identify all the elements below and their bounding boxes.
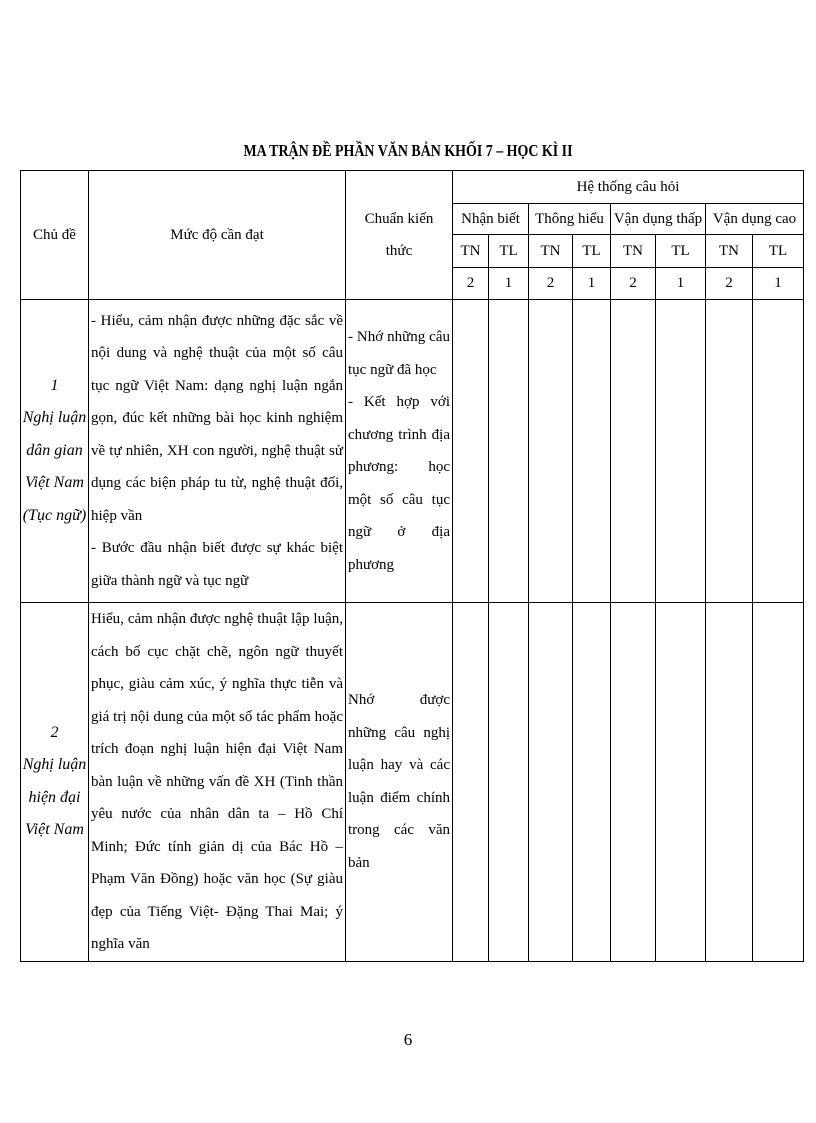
empty-cell	[453, 603, 489, 962]
topic-line: 2	[50, 723, 59, 741]
count-cell: 2	[453, 268, 489, 300]
empty-cell	[656, 603, 706, 962]
topic-line: (Tục ngữ)	[22, 506, 87, 524]
header-he-thong: Hệ thống câu hỏi	[453, 171, 804, 204]
header-chu-de: Chủ đề	[21, 171, 89, 300]
empty-cell	[529, 300, 573, 603]
muc-do-text-2: - Bước đầu nhận biết được sự khác biệt giữa thành ngữ và tục ngữ	[91, 540, 343, 589]
empty-cell	[611, 300, 656, 603]
topic-cell-1	[21, 300, 89, 603]
level-thong-hieu: Thông hiểu	[529, 204, 611, 235]
topic-line: Việt Nam	[25, 821, 84, 839]
level-van-dung-thap: Vận dụng thấp	[611, 204, 706, 235]
header-chuan-line-1: Chuẩn kiến	[364, 211, 434, 227]
header-chuan-kien-thuc	[346, 171, 453, 300]
empty-cell	[529, 603, 573, 962]
muc-do-text: - Hiểu, cảm nhận được những đặc sắc về nội dung và nghệ thuật của một số câu tục ngữ Việt Nam: dạng nghị luận ngắn gọn, đúc kết những bài học kinh nghiệm về tự nhiên, XH con người, nghệ thuật sử dụng các biện pháp tu từ, nghệ thuật đối, hiệp vần	[91, 312, 343, 524]
type-cell: TN	[529, 235, 573, 268]
empty-cell	[573, 300, 611, 603]
count-cell: 1	[489, 268, 529, 300]
topic-line: Nghị luận	[22, 756, 87, 774]
chuan-cell-1	[346, 300, 453, 603]
empty-cell	[656, 300, 706, 603]
empty-cell	[753, 603, 804, 962]
empty-cell	[573, 603, 611, 962]
type-cell: TN	[611, 235, 656, 268]
type-cell: TN	[453, 235, 489, 268]
header-muc-do: Mức độ cần đạt	[89, 171, 346, 300]
matrix-table	[20, 170, 804, 962]
empty-cell	[706, 603, 753, 962]
type-cell: TN	[706, 235, 753, 268]
count-cell: 2	[611, 268, 656, 300]
muc-do-cell-1	[89, 300, 346, 603]
muc-do-cell-2	[89, 603, 346, 962]
type-cell: TL	[573, 235, 611, 268]
empty-cell	[489, 603, 529, 962]
level-van-dung-cao: Vận dụng cao	[706, 204, 804, 235]
type-cell: TL	[753, 235, 804, 268]
page-number: 6	[403, 1030, 413, 1049]
muc-do-text: Hiểu, cảm nhận được nghệ thuật lập luận, cách bố cục chặt chẽ, ngôn ngữ thuyết phục, giàu cảm xúc, ý nghĩa thực tiễn và giá trị nội dung của một số tác phẩm hoặc trích đoạn nghị luận hiện đại Việt Nam bàn luận về những vấn đề XH (Tinh thần yêu nước của nhân dân ta – Hồ Chí Minh; Đức tính giản dị của Bác Hồ – Phạm Văn Đồng) hoặc văn học (Sự giàu đẹp của Tiếng Việt- Đặng Thai Mai; ý nghĩa văn	[91, 611, 343, 952]
count-cell: 1	[656, 268, 706, 300]
empty-cell	[706, 300, 753, 603]
topic-line: Nghị luận	[22, 409, 87, 427]
topic-line: hiện đại	[28, 788, 81, 806]
chuan-text: - Nhớ những câu tục ngữ đã học	[348, 329, 450, 378]
count-cell: 1	[573, 268, 611, 300]
count-cell: 1	[753, 268, 804, 300]
topic-cell-2	[21, 603, 89, 962]
page-title: MA TRẬN ĐỀ PHẦN VĂN BẢN KHỐI 7 – HỌC KÌ II	[243, 141, 573, 160]
chuan-cell-2	[346, 603, 453, 962]
topic-line: 1	[50, 376, 59, 394]
count-cell: 2	[706, 268, 753, 300]
empty-cell	[753, 300, 804, 603]
chuan-text: Nhớ được những câu nghị luận hay và các luận điểm chính trong các văn bản	[348, 692, 450, 871]
type-cell: TL	[656, 235, 706, 268]
empty-cell	[489, 300, 529, 603]
topic-line: Việt Nam	[25, 474, 84, 492]
count-cell: 2	[529, 268, 573, 300]
header-chuan-line-2: thức	[385, 243, 413, 259]
level-nhan-biet: Nhận biết	[453, 204, 529, 235]
type-cell: TL	[489, 235, 529, 268]
topic-line: dân gian	[26, 441, 83, 459]
empty-cell	[453, 300, 489, 603]
chuan-text-2: - Kết hợp với chương trình địa phương: học một số câu tục ngữ ở địa phương	[348, 394, 450, 573]
empty-cell	[611, 603, 656, 962]
